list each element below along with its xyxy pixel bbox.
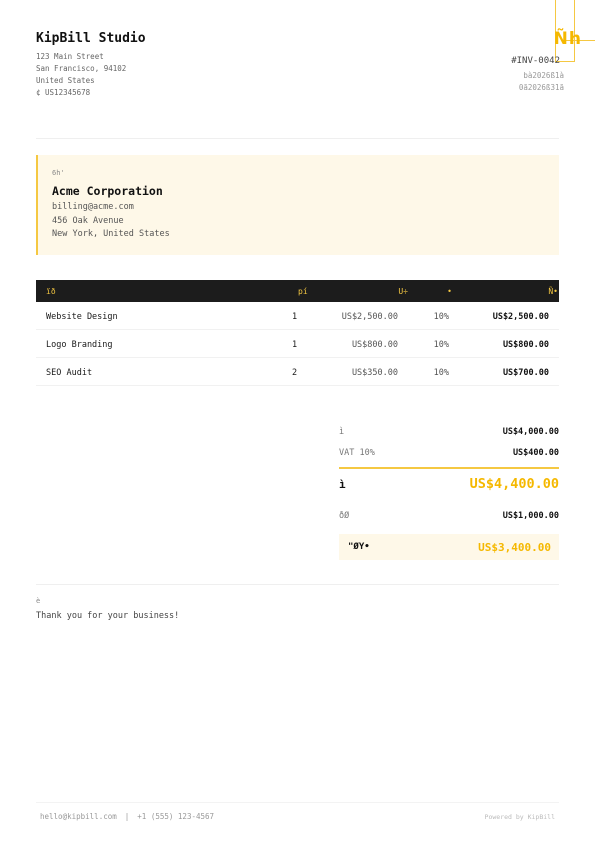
powered-by: Powered by KipBill: [484, 813, 555, 821]
item-total: US$2,500.00: [492, 312, 549, 322]
company-address: [36, 51, 126, 99]
footer-divider: [36, 802, 559, 803]
header-total: Ñ•: [548, 287, 558, 296]
item-tax: 10%: [433, 368, 449, 378]
item-unit-price: US$2,500.00: [341, 312, 398, 322]
paid-label: ðØ: [339, 511, 350, 521]
item-description: SEO Audit: [46, 368, 93, 378]
footer-separator: |: [124, 812, 130, 821]
vat-row: [339, 443, 559, 464]
item-unit-price: US$800.00: [351, 340, 398, 350]
grand-total-row: [339, 469, 559, 503]
amount-due-value: US$3,400.00: [478, 541, 551, 554]
subtotal-label: ì: [339, 427, 345, 437]
paid-value: US$1,000.00: [502, 511, 559, 521]
table-row: [36, 358, 559, 386]
paid-row: [339, 503, 559, 529]
client-email: billing@acme.com: [52, 202, 134, 212]
client-street: 456 Oak Avenue: [52, 215, 124, 226]
line-items-table: [36, 280, 559, 386]
item-description: Website Design: [46, 312, 118, 322]
header-divider: [36, 138, 559, 139]
header-quantity: pí: [298, 287, 308, 296]
footer-phone[interactable]: +1 (555) 123-4567: [137, 812, 215, 821]
company-tax-id: ¢ US12345678: [36, 88, 91, 97]
totals-section: [339, 422, 559, 560]
item-total: US$700.00: [502, 368, 549, 378]
header-tax: •: [447, 287, 452, 296]
client-city: New York, United States: [52, 229, 170, 239]
item-quantity: 1: [292, 340, 298, 350]
invoice-dates: [519, 70, 564, 94]
item-tax: 10%: [433, 312, 449, 322]
amount-due-label: "ØY•: [348, 542, 370, 552]
vat-value: US$400.00: [512, 448, 559, 458]
company-country: United States: [36, 76, 95, 85]
amount-due-row: [339, 534, 559, 560]
item-total: US$800.00: [502, 340, 549, 350]
invoice-title: Ñh: [553, 29, 582, 49]
company-name: KipBill Studio: [36, 31, 146, 46]
grand-total-label: ì: [339, 478, 346, 491]
footer-email[interactable]: hello@kipbill.com: [40, 812, 117, 821]
notes-label: è: [36, 597, 41, 605]
table-row: [36, 302, 559, 330]
issue-date: bà2026ß1à: [523, 71, 564, 80]
bill-to-section: [36, 155, 559, 255]
subtotal-row: [339, 422, 559, 443]
notes-text: Thank you for your business!: [36, 611, 180, 621]
client-name: Acme Corporation: [52, 184, 163, 198]
item-quantity: 1: [292, 312, 298, 322]
invoice-number: #INV-0042: [511, 56, 560, 66]
header-unit-price: U÷: [398, 287, 408, 296]
vat-label: VAT 10%: [339, 448, 375, 458]
grand-total-value: US$4,400.00: [469, 476, 559, 492]
client-details: [52, 201, 559, 242]
due-date: 0ã2026ß31ã: [518, 83, 564, 92]
company-city: San Francisco, 94102: [36, 64, 127, 73]
bill-to-label: 6h': [52, 169, 65, 177]
item-tax: 10%: [433, 340, 449, 350]
table-header: [36, 280, 559, 302]
item-unit-price: US$350.00: [351, 368, 398, 378]
header-description: ïð: [46, 287, 56, 296]
item-quantity: 2: [292, 368, 298, 378]
company-street: 123 Main Street: [36, 52, 104, 61]
table-row: [36, 330, 559, 358]
item-description: Logo Branding: [46, 340, 113, 350]
footer-contact: [40, 812, 214, 821]
notes-divider: [36, 584, 559, 585]
subtotal-value: US$4,000.00: [502, 427, 559, 437]
